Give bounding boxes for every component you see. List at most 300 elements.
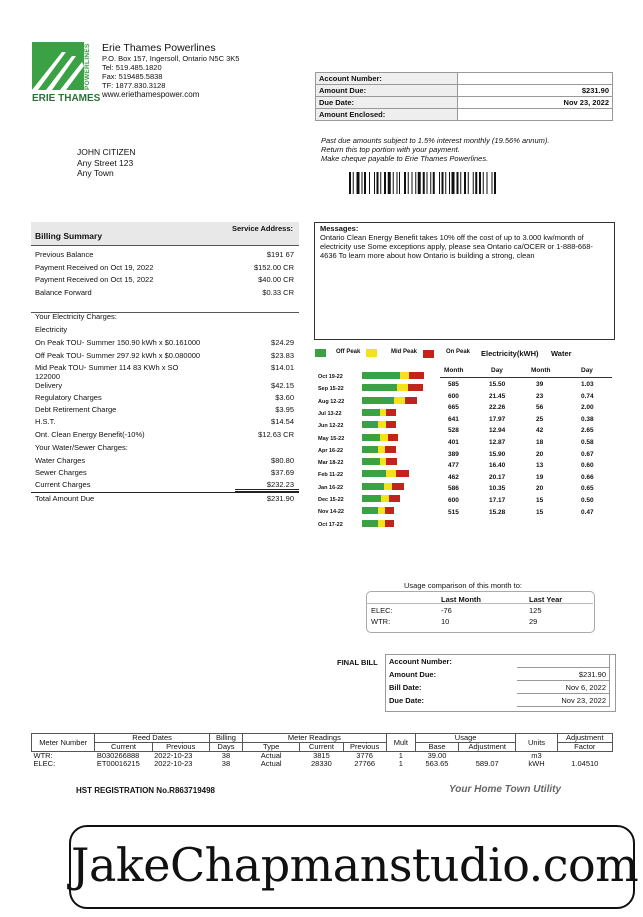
charge-row: [35, 381, 294, 390]
chart-bar-off-peak: [362, 397, 394, 404]
barcode-bar: [494, 172, 496, 194]
comparison-last-year: 29: [529, 617, 538, 626]
chart-bar-mid-peak: [394, 397, 405, 404]
chart-category-label: Jul 13-22: [318, 410, 342, 417]
charge-row-label: Sewer Charges: [35, 468, 87, 477]
final-bill-date-label: Bill Date:: [389, 682, 422, 692]
chart-bar-on-peak: [386, 421, 395, 428]
chart-bar-on-peak: [385, 446, 396, 453]
hst-registration: HST REGISTRATION No.R863719498: [76, 786, 216, 795]
reading-current-header: Current: [300, 743, 343, 752]
charge-row-value: $3.95: [275, 405, 294, 414]
usage-table-cell: 600: [448, 497, 459, 504]
chart-category-label: Nov 14-22: [318, 509, 344, 516]
due-date-label: Due Date:: [316, 97, 458, 109]
meter-type: Actual: [260, 751, 282, 760]
final-account-number-value: [517, 655, 610, 668]
chart-bar-off-peak: [362, 483, 384, 490]
messages-box: [314, 222, 615, 340]
billing-summary-header: [31, 222, 299, 245]
chart-bar-on-peak: [409, 372, 424, 379]
amount-due-value: $231.90: [458, 85, 613, 97]
chart-bar-on-peak: [385, 520, 394, 527]
barcode-bar: [384, 172, 386, 194]
usage-table-cell: 20: [536, 485, 544, 493]
billing-row: [35, 288, 294, 297]
account-box: [315, 72, 613, 121]
usage-table-cell: 401: [448, 439, 459, 446]
final-amount-due-value: $231.90: [517, 668, 610, 681]
chart-category-label: Dec 15-22: [318, 497, 344, 503]
company-tf: TF: 1877.830.3128: [102, 81, 166, 90]
meter-number-header: Meter Number: [32, 734, 95, 752]
electricity-label: Electricity: [35, 325, 68, 334]
legend-off-peak-swatch: [315, 349, 326, 357]
meter-factor: 1.04510: [571, 759, 599, 768]
meter-current: 3815: [313, 751, 330, 760]
charge-row: [35, 405, 294, 414]
charge-row-value: $14.54: [271, 417, 294, 426]
usage-table-cell: 665: [448, 404, 459, 412]
usage-table-cell: 389: [448, 450, 459, 458]
usage-table-cell: 15.90: [489, 450, 506, 458]
meter-previous: 3776: [356, 751, 373, 760]
billing-row: [35, 250, 294, 259]
charge-row-value: $14.01: [271, 363, 294, 372]
chart-category-label: Sep 15-22: [318, 386, 344, 393]
charge-row-label: Off Peak TOU- Summer 297.92 kWh x $0.080000: [35, 351, 201, 360]
charge-row: [35, 480, 294, 489]
meter-label: WTR:: [33, 751, 53, 760]
legend-mid-peak-label: Mid Peak: [391, 349, 418, 355]
legend-on-peak-label: On Peak: [446, 349, 471, 355]
reed-current-header: Current: [95, 743, 152, 752]
billing-row-value: $40.00 CR: [258, 275, 294, 284]
legend-mid-peak-swatch: [366, 349, 377, 357]
charge-row-value: $23.83: [271, 351, 294, 360]
barcode-bar: [473, 172, 474, 194]
chart-bar-off-peak: [362, 520, 378, 527]
charge-row-value: $12.63 CR: [258, 430, 294, 439]
charge-row: [35, 430, 294, 439]
usage-header: Usage: [415, 734, 516, 743]
barcode-bar: [397, 172, 398, 194]
chart-bar-mid-peak: [380, 409, 387, 416]
usage-table-cell: 18: [536, 439, 544, 446]
billing-row-value: $191 67: [266, 250, 294, 259]
comparison-last-month: -76: [441, 606, 452, 615]
usage-table-cell: 2.00: [581, 404, 594, 412]
usage-table-cell: 17.17: [489, 497, 506, 504]
final-bill-box: [385, 654, 616, 712]
account-number-value: [458, 73, 613, 85]
barcode-bar: [468, 172, 469, 194]
company-website: www.eriethamespower.com: [102, 90, 200, 99]
meter-id: B030266888: [96, 751, 140, 760]
barcode-bar: [492, 172, 493, 194]
chart-bar-mid-peak: [378, 520, 385, 527]
meter-date: 2022-10-23: [154, 751, 193, 760]
charge-row: [35, 443, 294, 452]
usage-table-cell: 12.94: [489, 427, 506, 435]
due-date-value: Nov 23, 2022: [458, 97, 613, 109]
billing-row-label: Previous Balance: [35, 250, 94, 259]
billing-header: Billing: [209, 734, 242, 743]
charge-row-label: Current Charges: [35, 480, 91, 489]
charge-row: [35, 468, 294, 477]
billing-row-value: $152.00 CR: [253, 262, 294, 272]
tagline: Your Home Town Utility: [449, 784, 562, 795]
usage-table-cell: 0.58: [581, 439, 594, 446]
usage-table-cell: 22.26: [489, 404, 506, 412]
charge-row-label: Regulatory Charges: [35, 393, 102, 402]
usage-table-cell: 641: [448, 415, 459, 423]
final-amount-due-label: Amount Due:: [389, 669, 437, 679]
usage-table-cell: 1.03: [581, 381, 594, 388]
usage-table-cell: 0.66: [581, 473, 594, 481]
customer-street: Any Street 123: [77, 157, 134, 168]
comparison-last-year: 125: [529, 606, 542, 615]
meter-base: 39.00: [427, 751, 447, 760]
barcode-bar: [380, 172, 381, 194]
charge-row-label: Your Water/Sewer Charges:: [35, 443, 128, 452]
account-row: [316, 109, 613, 121]
usage-table-cell: 15: [536, 497, 544, 504]
chart-bar-off-peak: [362, 458, 380, 465]
barcode-bar: [433, 172, 435, 194]
company-name: Erie Thames Powerlines: [102, 42, 216, 54]
logo-side-text: POWERLINES: [84, 43, 91, 90]
comparison-row: [367, 605, 594, 616]
charge-row: [35, 372, 294, 381]
total-amount-label: Total Amount Due: [35, 494, 95, 503]
chart-category-label: Jun 12-22: [318, 423, 344, 430]
meter-base: 563.65: [425, 759, 449, 768]
chart-bar-mid-peak: [378, 421, 386, 428]
chart-bar-mid-peak: [384, 483, 392, 490]
barcode-bar: [479, 172, 481, 194]
usage-table-cell: 0.74: [581, 392, 594, 400]
barcode-bar: [452, 172, 455, 194]
comparison-box: [366, 591, 595, 633]
service-address-label: Service Address:: [231, 224, 293, 233]
comparison-label: WTR:: [371, 617, 391, 626]
usage-table-cell: 13: [536, 462, 544, 470]
barcode-bar: [460, 172, 461, 194]
account-row: [316, 97, 613, 109]
barcode-bar: [399, 172, 400, 194]
chart-category-label: Oct 19-22: [318, 374, 343, 380]
mult-header: Mult: [386, 734, 415, 752]
meter-readings-header: Meter Readings: [243, 734, 387, 743]
billing-row: [35, 275, 294, 284]
usage-table-cell: 586: [448, 485, 459, 493]
usage-table-cell: 0.65: [581, 485, 594, 493]
usage-table-cell: 10.35: [489, 485, 506, 493]
chart-category-label: Apr 16-22: [318, 447, 344, 454]
col-day-water: Day: [581, 367, 593, 374]
barcode-bar: [418, 172, 421, 194]
barcode-bar: [377, 172, 379, 194]
billing-row-label: Payment Received on Oct 19, 2022: [35, 262, 154, 272]
meter-units: m3: [531, 751, 542, 760]
usage-table-cell: 0.38: [581, 415, 594, 423]
barcode-bar: [445, 172, 446, 194]
watermark-box: [69, 825, 639, 909]
chart-bar-off-peak: [362, 372, 400, 379]
chart-bar-mid-peak: [400, 372, 409, 379]
charge-row-value: $232.23: [266, 480, 294, 489]
usage-table-cell: 21.45: [489, 392, 506, 400]
barcode-bar: [349, 172, 351, 194]
usage-table-cell: 20: [536, 450, 544, 458]
barcode-bar: [442, 172, 444, 194]
chart-bar-on-peak: [386, 409, 395, 416]
usage-table-cell: 15.50: [489, 381, 506, 388]
chart-bar-off-peak: [362, 495, 381, 502]
barcode-bar: [362, 172, 363, 194]
comparison-last-month: 10: [441, 617, 450, 626]
legend-off-peak-label: Off Peak: [336, 349, 361, 355]
meter-days: 38: [221, 759, 231, 768]
adjustment-factor-header: Adjustment: [557, 734, 612, 743]
meter-mult: 1: [398, 759, 403, 768]
final-bill-title: FINAL BILL: [337, 658, 378, 667]
meter-id: ET00016215: [96, 759, 140, 768]
electricity-kwh-header: Electricity(kWH): [481, 349, 539, 358]
cheque-note: Make cheque payable to Erie Thames Powerlines.: [321, 154, 489, 163]
meter-table: [31, 733, 613, 768]
barcode-bar: [483, 172, 484, 194]
charge-row: [35, 393, 294, 402]
chart-category-label: Oct 17-22: [318, 521, 343, 528]
chart-bar-off-peak: [362, 384, 397, 391]
barcode-bar: [423, 172, 425, 194]
charge-row: [35, 338, 294, 347]
units-header: Units: [516, 734, 557, 752]
legend-on-peak-swatch: [423, 350, 434, 358]
col-month-water: Month: [531, 367, 551, 374]
charge-row-value: $3.60: [275, 393, 294, 402]
charge-row-value: $24.29: [271, 338, 294, 347]
account-row: [316, 73, 613, 85]
chart-bar-on-peak: [396, 470, 410, 477]
messages-text: Ontario Clean Energy Benefit takes 10% off the cost of up to 3.000 kw/month of electricity use Some exceptions apply, please sea Ontario ca/OCER or 1-888-668-4636 To learn more about how Ontario is building a strong, clean: [320, 233, 593, 260]
account-number-label: Account Number:: [316, 73, 458, 85]
barcode-bar: [393, 172, 394, 194]
past-due-note: Past due amounts subject to 1.5% interest monthly (19.56% annum).: [321, 136, 550, 145]
charge-row-label: Water Charges: [35, 456, 86, 465]
logo-text: ERIE THAMES: [32, 93, 101, 104]
chart-category-label: Jan 16-22: [318, 484, 344, 491]
barcode-bar: [464, 172, 466, 194]
usage-table-cell: 0.60: [581, 462, 594, 470]
charge-row-label: Delivery: [35, 381, 63, 390]
meter-previous: 27766: [354, 759, 376, 768]
barcode-bar: [412, 172, 413, 194]
return-note: Return this top portion with your payment.: [321, 145, 460, 154]
reading-previous-header: Previous: [343, 743, 386, 752]
meter-mult: 1: [398, 751, 403, 760]
messages-title: Messages:: [320, 224, 359, 233]
comparison-last-month-header: Last Month: [441, 595, 481, 604]
comparison-row: [367, 616, 594, 627]
chart-category-label: Aug 12-22: [318, 398, 345, 405]
comparison-title: Usage comparison of this month to:: [404, 581, 522, 590]
chart-bar-off-peak: [362, 434, 380, 441]
company-fax: Fax: 519485.5838: [102, 72, 163, 81]
days-header: Days: [209, 743, 242, 752]
barcode-bar: [457, 172, 459, 194]
usage-table-cell: 17.97: [489, 415, 506, 423]
chart-bar-mid-peak: [386, 470, 395, 477]
barcode-bar: [475, 172, 477, 194]
chart-bar-mid-peak: [381, 495, 389, 502]
usage-table-cell: 39: [536, 381, 544, 388]
barcode-bar: [374, 172, 375, 194]
customer-town: Any Town: [77, 168, 114, 178]
barcode-bar: [369, 172, 370, 194]
final-due-date-value: Nov 23, 2022: [517, 694, 610, 707]
final-due-date-label: Due Date:: [389, 695, 425, 705]
usage-table-cell: 2.65: [581, 427, 594, 435]
barcode-bar: [430, 172, 431, 194]
charge-row-label: Mid Peak TOU- Summer 114 83 KWh x SO: [35, 363, 179, 372]
chart-bar-mid-peak: [378, 446, 385, 453]
usage-table-cell: 600: [448, 392, 459, 400]
account-row: [316, 85, 613, 97]
usage-table-cell: 0.50: [581, 497, 594, 504]
barcode-bar: [353, 172, 354, 194]
chart-bar-mid-peak: [397, 384, 408, 391]
charge-row-label: On Peak TOU- Summer 150.90 kWh x $0.161000: [35, 338, 201, 347]
usage-table-cell: 42: [536, 427, 544, 435]
usage-table-cell: 12.87: [489, 439, 506, 446]
chart-bar-on-peak: [386, 458, 397, 465]
usage-table-cell: 19: [536, 473, 544, 481]
comparison-label: ELEC:: [371, 606, 393, 615]
chart-bar-on-peak: [392, 483, 404, 490]
meter-date: 2022-10-23: [154, 759, 193, 768]
factor-header: Factor: [557, 743, 612, 752]
usage-table-cell: 462: [448, 473, 459, 481]
usage-table-cell: 477: [448, 462, 459, 470]
company-address: P.O. Box 157, Ingersoll, Ontario N5C 3K5: [102, 54, 240, 63]
barcode-bar: [357, 172, 360, 194]
total-amount-value: $231.90: [266, 494, 294, 503]
usage-table-cell: 0.47: [581, 508, 594, 516]
meter-days: 38: [221, 751, 231, 760]
barcode: [349, 172, 549, 194]
chart-bar-off-peak: [362, 421, 378, 428]
usage-table-cell: 15.28: [489, 508, 506, 516]
meter-row: [32, 760, 613, 768]
charge-row-label: 122000: [35, 372, 61, 381]
barcode-bar: [388, 172, 391, 194]
chart-bar-mid-peak: [378, 507, 385, 514]
meter-label: ELEC:: [33, 759, 56, 768]
chart-bar-on-peak: [388, 434, 399, 441]
charge-row: [35, 417, 294, 426]
col-month-elec: Month: [444, 367, 464, 374]
billing-summary-title: Billing Summary: [35, 231, 103, 241]
usage-table-cell: 0.67: [581, 450, 594, 458]
chart-bar-on-peak: [389, 495, 400, 502]
company-tel: Tel: 519.485.1820: [102, 63, 162, 72]
chart-bar-off-peak: [362, 409, 380, 416]
amount-enclosed-label: Amount Enclosed:: [316, 109, 458, 121]
chart-bar-off-peak: [362, 446, 378, 453]
charge-row-label: Debt Retirement Charge: [35, 405, 117, 414]
chart-category-label: May 15-22: [318, 435, 345, 442]
usage-table-cell: 16.40: [489, 462, 506, 470]
meter-current: 28330: [310, 759, 332, 768]
barcode-bar: [487, 172, 488, 194]
usage-table-cell: 56: [536, 404, 544, 412]
usage-table-cell: 20.17: [489, 473, 506, 481]
barcode-bar: [427, 172, 428, 194]
chart-category-label: Feb 11-22: [318, 472, 344, 479]
barcode-bar: [408, 172, 409, 194]
billing-row: [35, 263, 294, 272]
charge-row: [35, 351, 294, 360]
charge-row-label: Ont. Clean Energy Benefit(-10%): [35, 430, 145, 439]
chart-bar-off-peak: [362, 470, 386, 477]
barcode-bar: [449, 172, 450, 194]
usage-adjustment-header: Adjustment: [459, 743, 516, 752]
barcode-bar: [404, 172, 406, 194]
type-header: Type: [243, 743, 300, 752]
water-header: Water: [551, 349, 572, 358]
billing-row-label: Payment Received on Oct 15, 2022: [35, 275, 154, 284]
charge-row-label: H.S.T.: [35, 417, 56, 426]
chart-bar-off-peak: [362, 507, 378, 514]
usage-table-cell: 23: [536, 392, 544, 400]
chart-bar-mid-peak: [380, 458, 387, 465]
chart-bar-mid-peak: [380, 434, 388, 441]
barcode-bar: [415, 172, 416, 194]
amount-due-label: Amount Due:: [316, 85, 458, 97]
usage-table-cell: 585: [448, 381, 459, 388]
watermark-text: JakeChapmanstudio.com: [71, 838, 639, 892]
amount-enclosed-field[interactable]: [458, 109, 613, 121]
chart-bar-on-peak: [405, 397, 417, 404]
barcode-bar: [364, 172, 366, 194]
barcode-bar: [439, 172, 440, 194]
meter-units: kWH: [528, 759, 545, 768]
usage-table-cell: 515: [448, 508, 459, 516]
charge-row-value: $37.69: [271, 468, 294, 477]
charge-row: [35, 363, 294, 372]
electricity-charges-header: Your Electricity Charges:: [35, 312, 117, 321]
meter-type: Actual: [260, 759, 282, 768]
reed-dates-header: Reed Dates: [95, 734, 210, 743]
final-account-number-label: Account Number:: [389, 656, 452, 666]
reed-previous-header: Previous: [152, 743, 209, 752]
usage-table-cell: 528: [448, 427, 459, 435]
customer-name: JOHN CITIZEN: [77, 147, 136, 157]
usage-base-header: Base: [415, 743, 458, 752]
chart-category-label: Mar 18-22: [318, 460, 344, 467]
charge-row-value: $42.15: [271, 381, 294, 390]
col-day-elec: Day: [491, 367, 503, 374]
chart-bar-on-peak: [408, 384, 423, 391]
usage-table-cell: 15: [536, 508, 544, 516]
final-bill-date-value: Nov 6, 2022: [517, 681, 610, 694]
charge-row: [35, 456, 294, 465]
usage-table-cell: 25: [536, 415, 544, 423]
chart-bar-on-peak: [385, 507, 394, 514]
